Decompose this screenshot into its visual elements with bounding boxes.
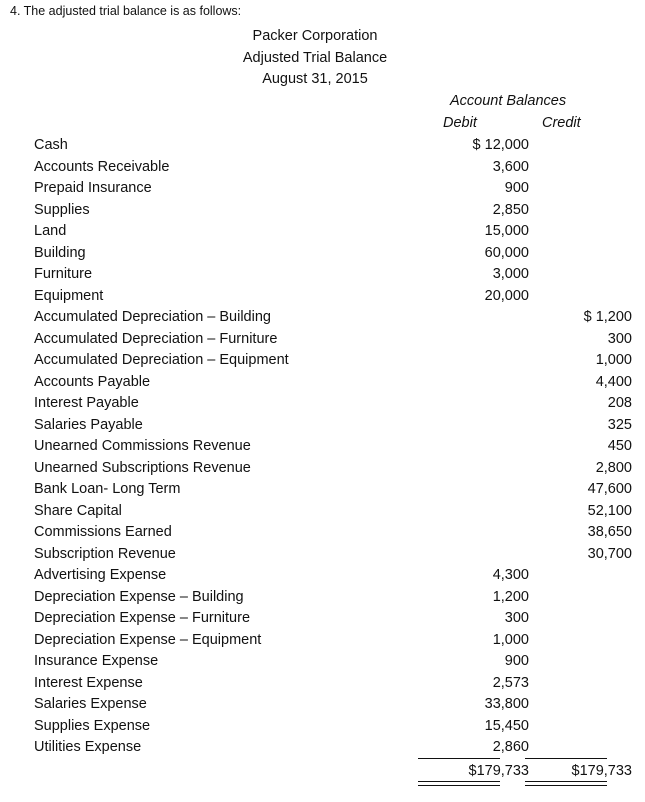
account-name: Depreciation Expense – Equipment [34,631,262,648]
credit-total-rule [525,758,607,759]
debit-double-rule [418,781,500,786]
account-name: Unearned Subscriptions Revenue [34,459,251,476]
debit-amount: $ 12,000 [472,137,529,153]
account-name: Equipment [34,287,104,304]
table-row [34,737,614,759]
credit-amount: 300 [607,330,632,347]
table-row [34,673,614,695]
table-row [34,200,614,222]
credit-amount: 450 [607,438,632,454]
debit-amount: 3,000 [492,266,529,282]
table-row [34,135,614,157]
debit-amount: 300 [504,610,529,626]
account-name: Supplies Expense [34,717,151,734]
account-name: Land [34,223,67,239]
debit-amount: 60,000 [484,244,529,261]
table-row [34,608,614,630]
credit-amount: 208 [607,395,632,411]
table-row [34,694,614,716]
table-row [34,157,614,179]
table-row [34,178,614,200]
debit-amount: 900 [504,180,529,196]
company-name: Packer Corporation [252,28,378,44]
debit-column-header: Debit [443,115,477,131]
account-name: Subscription Revenue [34,545,176,562]
debit-total-rule [418,758,500,759]
debit-amount: 20,000 [484,287,529,304]
account-name: Supplies [34,201,90,218]
credit-amount: 4,400 [595,373,632,390]
credit-amount: 52,100 [587,502,632,519]
credit-amount: $ 1,200 [583,309,632,325]
table-row [34,264,614,286]
account-name: Accumulated Depreciation – Equipment [34,352,289,368]
account-name: Salaries Payable [34,416,143,433]
debit-amount: 2,573 [492,674,529,691]
account-name: Advertising Expense [34,567,167,583]
table-row [34,458,632,480]
account-name: Bank Loan- Long Term [34,481,181,497]
table-row [34,630,614,652]
account-name: Commissions Earned [34,524,172,540]
debit-amount: 3,600 [492,158,529,175]
totals-row [34,760,632,782]
account-name: Utilities Expense [34,739,142,755]
trial-balance-table [34,135,632,759]
debit-amount: 1,200 [492,588,529,605]
debit-amount: 900 [504,653,529,669]
table-row [34,307,632,329]
table-row [34,243,614,265]
credit-amount: 325 [607,416,632,433]
account-name: Interest Payable [34,395,139,411]
table-row [34,329,632,351]
account-name: Accounts Payable [34,373,151,390]
account-name: Accumulated Depreciation – Furniture [34,330,278,347]
credit-total: $179,733 [571,763,632,779]
account-name: Share Capital [34,502,122,519]
debit-amount: 15,000 [484,223,529,239]
table-row [34,436,632,458]
credit-double-rule [525,781,607,786]
account-name: Prepaid Insurance [34,180,152,196]
credit-amount: 2,800 [595,459,632,476]
credit-amount: 1,000 [595,352,632,368]
table-row [34,565,614,587]
account-name: Interest Expense [34,674,143,691]
column-group-header: Account Balances [450,93,567,109]
account-name: Building [34,244,86,261]
account-name: Depreciation Expense – Building [34,588,244,605]
table-row [34,350,632,372]
account-name: Depreciation Expense – Furniture [34,610,251,626]
credit-column-header: Credit [542,115,581,131]
debit-amount: 4,300 [492,567,529,583]
table-row [34,501,632,523]
debit-total: $179,733 [468,763,529,779]
credit-amount: 38,650 [587,524,632,540]
table-row [34,651,614,673]
debit-amount: 2,850 [492,201,529,218]
account-name: Accumulated Depreciation – Building [34,309,271,325]
account-name: Unearned Commissions Revenue [34,438,251,454]
debit-amount: 2,860 [492,739,529,755]
table-row [34,587,614,609]
account-name: Insurance Expense [34,653,159,669]
table-row [34,415,632,437]
table-row [34,716,614,738]
account-name: Salaries Expense [34,696,147,712]
account-name: Furniture [34,266,93,282]
debit-amount: 1,000 [492,631,529,648]
table-row [34,522,632,544]
debit-amount: 33,800 [484,696,529,712]
account-name: Accounts Receivable [34,158,170,175]
table-row [34,479,632,501]
question-intro: 4. The adjusted trial balance is as follows: [10,4,242,18]
statement-title: Adjusted Trial Balance [242,50,388,66]
table-row [34,393,632,415]
table-row [34,221,614,243]
table-row [34,286,614,308]
statement-date: August 31, 2015 [262,71,368,87]
credit-amount: 30,700 [587,545,632,562]
account-name: Cash [34,137,68,153]
table-row [34,372,632,394]
table-row [34,544,632,566]
debit-amount: 15,450 [484,717,529,734]
credit-amount: 47,600 [587,481,632,497]
